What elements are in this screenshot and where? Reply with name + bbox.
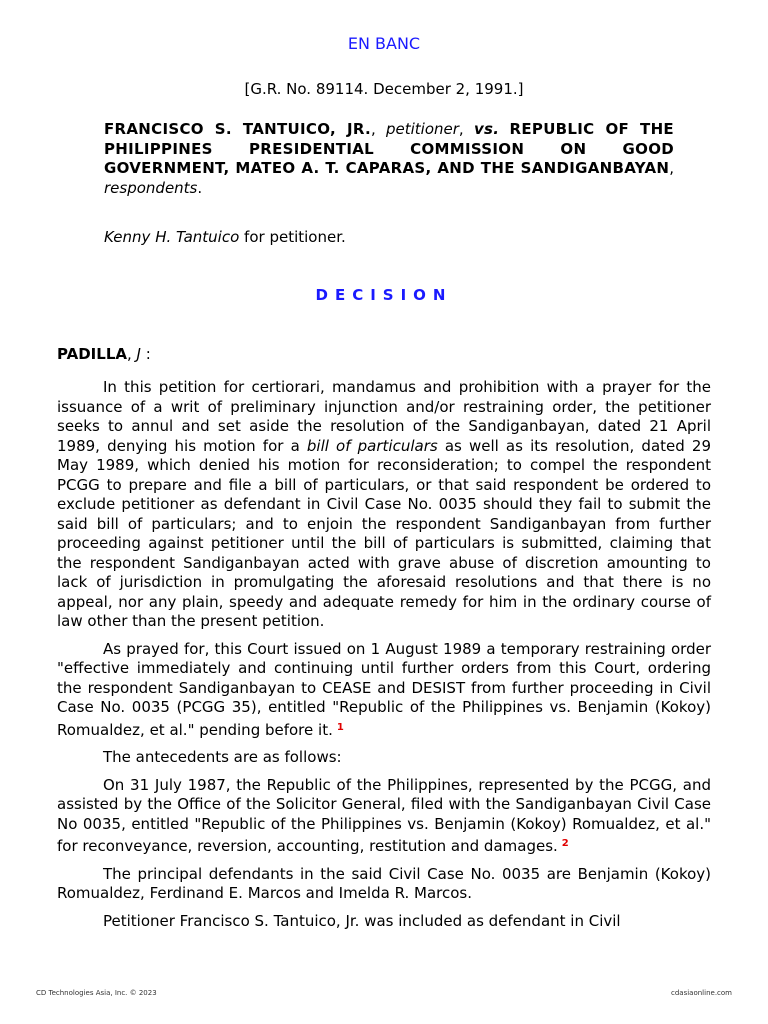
- ponente-title: J: [136, 345, 141, 363]
- separator: ,: [370, 120, 376, 138]
- paragraph-6: Petitioner Francisco S. Tantuico, Jr. was included as defendant in Civil: [103, 911, 621, 930]
- counsel-name: Kenny H. Tantuico: [104, 228, 240, 246]
- paragraph-4: [57, 776, 711, 857]
- paragraph-text: In this petition for certiorari, mandamus and prohibition with a prayer for the issuance of a writ of preliminary injunction and/or restraining order, the petitioner seeks to annul and set aside the resolution of the Sandiganbayan, dated 21 April 1989, denying his motion for a: [57, 378, 711, 455]
- italic-term: bill of particulars: [306, 436, 438, 455]
- ponente-name: PADILLA: [57, 345, 127, 363]
- separator: ,: [458, 120, 464, 138]
- separator: ,: [669, 159, 674, 177]
- paragraph-2: [57, 640, 711, 741]
- separator: ,: [126, 345, 132, 363]
- paragraph-text: as well as its resolution, dated 29 May 1989, which denied his motion for reconsideration; to compel the respondent PCGG to prepare and file a bill of particulars, or that said respondent be ordered to exclude petitioner as defendant in Civil Case No. 0035 should they fail to submit the said bill of particulars; and to enjoin the respondent Sandiganbayan from further proceeding against petitioner until the bill of particulars is submitted, claiming that the respondent Sandiganbayan acted with grave abuse of discretion amounting to lack of jurisdiction in promulgating the aforesaid resolutions and that there is no appeal, nor any plain, speedy and adequate remedy for him in the ordinary course of law other than the present petition.: [57, 436, 711, 630]
- case-number: [G.R. No. 89114. December 2, 1991.]: [244, 80, 524, 98]
- respondents-names: REPUBLIC OF THE PHILIPPINES PRESIDENTIAL COMMISSION ON GOOD GOVERNMENT, MATEO A. T. CAPARAS, AND THE SANDIGANBAYAN: [104, 120, 674, 177]
- footnote-link-1[interactable]: 1: [336, 721, 344, 733]
- ponente: [57, 344, 151, 364]
- petitioner-name: FRANCISCO S. TANTUICO, JR.: [104, 120, 371, 138]
- paragraph-1: [57, 378, 711, 632]
- footer-copyright: CD Technologies Asia, Inc. © 2023: [36, 989, 157, 997]
- footnote-link-2[interactable]: 2: [561, 838, 569, 849]
- counsel-line: [104, 227, 674, 247]
- court-division: EN BANC: [347, 34, 421, 53]
- paragraph-5: The principal defendants in the said Civil Case No. 0035 are Benjamin (Kokoy) Romualdez, Ferdinand E. Marcos and Imelda R. Marcos.: [57, 864, 711, 902]
- footer-site: cdasiaonline.com: [671, 989, 732, 997]
- decision-heading: DECISION: [315, 286, 453, 304]
- decision-body: [57, 378, 711, 939]
- petitioner-role: petitioner: [385, 120, 459, 138]
- respondents-role: respondents: [104, 178, 198, 197]
- paragraph-text: As prayed for, this Court issued on 1 August 1989 a temporary restraining order "effective immediately and continuing until further orders from this Court, ordering the respondent Sandiganbayan to CEASE and DESIST from further proceeding in Civil Case No. 0035 (PCGG 35), entitled "Republic of the Philippines vs. Benjamin (Kokoy) Romualdez, et al." pending before it.: [57, 639, 711, 739]
- case-parties: [104, 120, 674, 198]
- period: .: [197, 178, 203, 197]
- colon: :: [140, 345, 151, 363]
- paragraph-3: The antecedents are as follows:: [103, 748, 342, 766]
- paragraph-text: On 31 July 1987, the Republic of the Philippines, represented by the PCGG, and assisted by the Office of the Solicitor General, filed with the Sandiganbayan Civil Case No 0035, entitled "Republic of the Philippines vs. Benjamin (Kokoy) Romualdez, et al." for reconveyance, reversion, accounting, restitution and damages.: [57, 775, 711, 855]
- counsel-role: for petitioner.: [239, 228, 346, 246]
- versus-label: vs.: [473, 120, 500, 138]
